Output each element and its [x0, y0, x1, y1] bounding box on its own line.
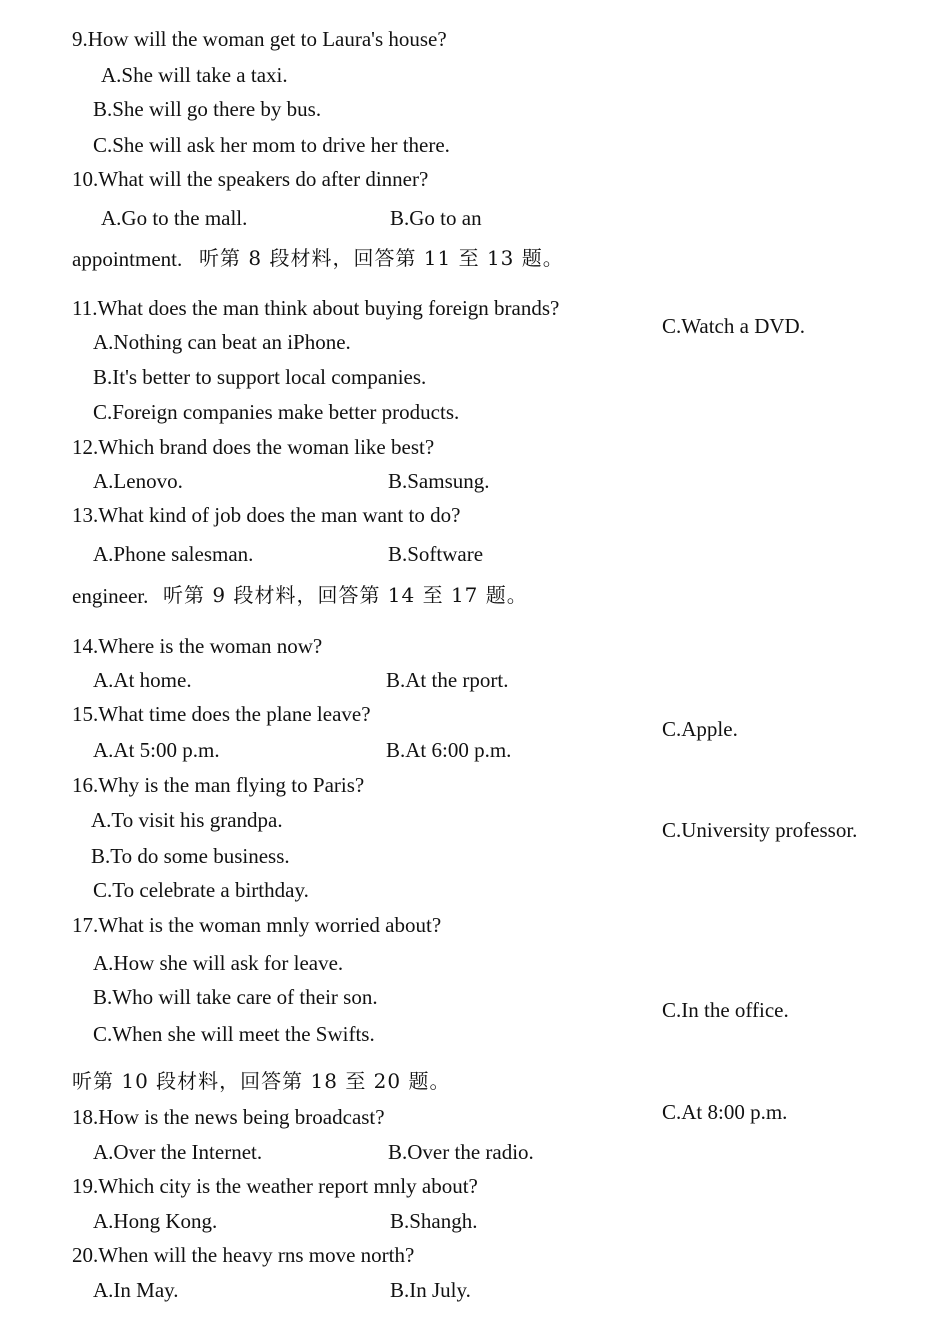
question-14: 14.Where is the woman now? [72, 634, 323, 658]
option-9a: A.She will take a taxi. [101, 63, 288, 87]
option-10a: A.Go to the mall. [101, 206, 248, 230]
option-13b-continued: engineer. [72, 584, 149, 608]
option-17c: C.When she will meet the Swifts. [93, 1022, 375, 1046]
question-18: 18.How is the news being broadcast? [72, 1105, 385, 1129]
option-12a: A.Lenovo. [93, 469, 183, 493]
question-9: 9.How will the woman get to Laura's house? [72, 27, 447, 51]
question-10: 10.What will the speakers do after dinner? [72, 167, 429, 191]
option-14a: A.At home. [93, 668, 192, 692]
option-15a: A.At 5:00 p.m. [93, 738, 220, 762]
option-9b: B.She will go there by bus. [93, 97, 322, 121]
option-20b: B.In July. [390, 1278, 471, 1302]
option-10b-continued: appointment. [72, 247, 183, 271]
question-16: 16.Why is the man flying to Paris? [72, 773, 365, 797]
section-10-instruction: 听第 10 段材料，回答第 18 至 20 题。 [72, 1069, 451, 1093]
option-9c: C.She will ask her mom to drive her there. [93, 133, 450, 157]
option-11b: B.It's better to support local companies. [93, 365, 427, 389]
option-13a: A.Phone salesman. [93, 542, 254, 566]
option-10c: C.Watch a DVD. [662, 314, 805, 338]
option-19b: B.Shangh. [390, 1209, 478, 1233]
option-16c: C.To celebrate a birthday. [93, 878, 309, 902]
question-19: 19.Which city is the weather report mnly about? [72, 1174, 478, 1198]
question-17: 17.What is the woman mnly worried about? [72, 913, 442, 937]
option-14b: B.At the rport. [386, 668, 509, 692]
option-11a: A.Nothing can beat an iPhone. [93, 330, 351, 354]
option-16a: A.To visit his grandpa. [91, 808, 283, 832]
question-11: 11.What does the man think about buying foreign brands? [72, 296, 560, 320]
option-18a: A.Over the Internet. [93, 1140, 263, 1164]
option-11c: C.Foreign companies make better products. [93, 400, 460, 424]
option-20a: A.In May. [93, 1278, 179, 1302]
option-19a: A.Hong Kong. [93, 1209, 218, 1233]
option-10b: B.Go to an [390, 206, 482, 230]
question-15: 15.What time does the plane leave? [72, 702, 371, 726]
option-14c: C.In the office. [662, 998, 789, 1022]
section-9-instruction: 听第 9 段材料，回答第 14 至 17 题。 [163, 583, 528, 607]
option-16b: B.To do some business. [91, 844, 290, 868]
section-8-instruction: 听第 8 段材料，回答第 11 至 13 题。 [199, 246, 564, 270]
option-15b: B.At 6:00 p.m. [386, 738, 512, 762]
option-18b: B.Over the radio. [388, 1140, 534, 1164]
option-13b: B.Software [388, 542, 484, 566]
option-12c: C.Apple. [662, 717, 738, 741]
question-12: 12.Which brand does the woman like best? [72, 435, 435, 459]
option-17b: B.Who will take care of their son. [93, 985, 378, 1009]
option-12b: B.Samsung. [388, 469, 490, 493]
question-20: 20.When will the heavy rns move north? [72, 1243, 415, 1267]
option-13c: C.University professor. [662, 818, 858, 842]
option-17a: A.How she will ask for leave. [93, 951, 344, 975]
question-13: 13.What kind of job does the man want to do? [72, 503, 461, 527]
option-15c: C.At 8:00 p.m. [662, 1100, 788, 1124]
